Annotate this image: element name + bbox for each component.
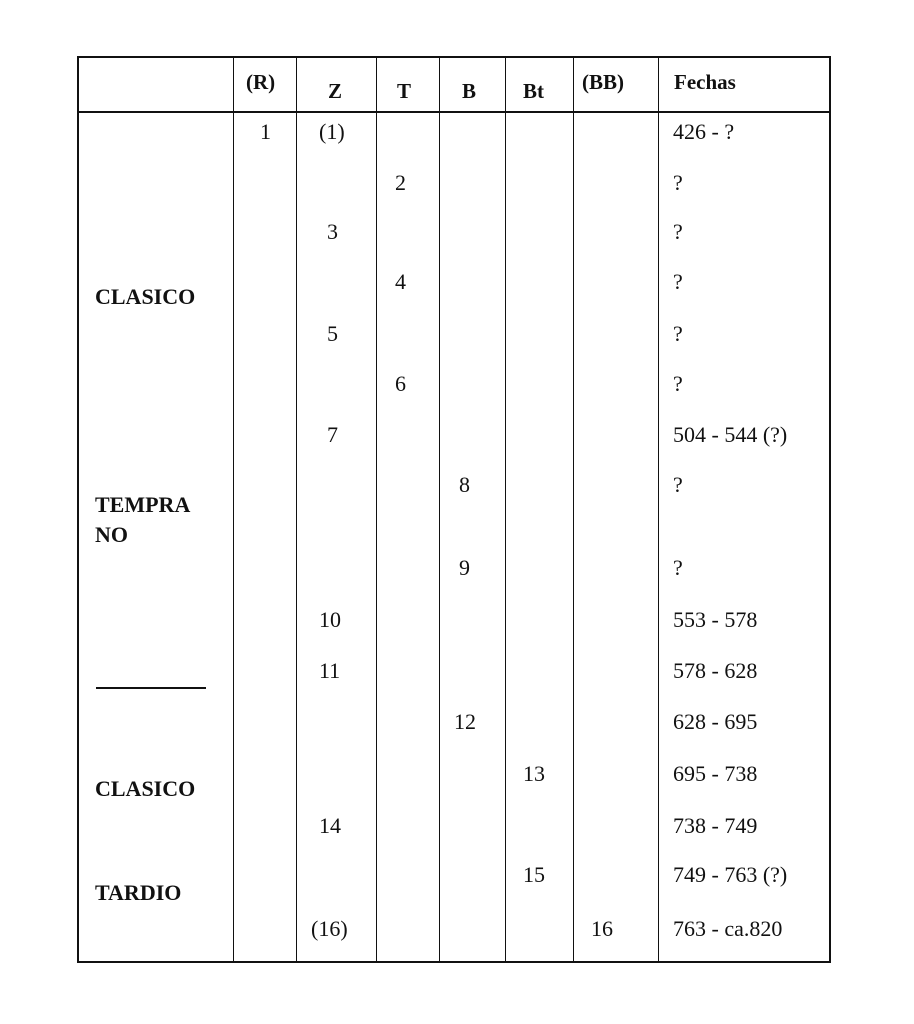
cell-fecha: 578 - 628: [673, 658, 758, 683]
cell-fecha: ?: [673, 219, 683, 244]
header-bt: Bt: [523, 79, 544, 103]
header-separator: [79, 111, 829, 113]
cell-fecha: ?: [673, 472, 683, 497]
column-divider: [296, 58, 297, 961]
cell-fecha: ?: [673, 321, 683, 346]
column-divider: [233, 58, 234, 961]
header-t: T: [397, 79, 412, 103]
header-fechas: Fechas: [674, 70, 736, 94]
era-label: TARDIO: [95, 880, 182, 905]
cell-z: (16): [311, 916, 348, 941]
column-divider: [505, 58, 506, 961]
column-divider: [658, 58, 659, 961]
column-divider: [573, 58, 574, 961]
cell-b: 9: [459, 555, 470, 580]
cell-z: 14: [319, 813, 341, 838]
cell-fecha: 749 - 763 (?): [673, 862, 788, 887]
cell-t: 6: [395, 371, 406, 396]
cell-z: (1): [319, 119, 345, 144]
column-divider: [376, 58, 377, 961]
column-divider: [439, 58, 440, 961]
header-b: B: [462, 79, 477, 103]
era-label: TEMPRA: [95, 492, 191, 517]
era-label: CLASICO: [95, 776, 196, 801]
cell-bt: 13: [523, 761, 545, 786]
cell-fecha: 628 - 695: [673, 709, 758, 734]
header-r: (R): [246, 70, 276, 94]
cell-fecha: ?: [673, 371, 683, 396]
cell-z: 10: [319, 607, 341, 632]
cell-fecha: 738 - 749: [673, 813, 758, 838]
cell-t: 4: [395, 269, 406, 294]
cell-fecha: ?: [673, 269, 683, 294]
cell-bt: 15: [523, 862, 545, 887]
cell-fecha: 504 - 544 (?): [673, 422, 788, 447]
cell-z: 3: [327, 219, 338, 244]
cell-t: 2: [395, 170, 406, 195]
cell-fecha: 763 - ca.820: [673, 916, 783, 941]
cell-fecha: 553 - 578: [673, 607, 758, 632]
cell-bb: 16: [591, 916, 613, 941]
era-label: CLASICO: [95, 284, 196, 309]
cell-fecha: ?: [673, 555, 683, 580]
cell-fecha: 426 - ?: [673, 119, 735, 144]
cell-z: 7: [327, 422, 338, 447]
cell-fecha: ?: [673, 170, 683, 195]
header-bb: (BB): [582, 70, 624, 94]
cell-b: 8: [459, 472, 470, 497]
cell-fecha: 695 - 738: [673, 761, 758, 786]
cell-b: 12: [454, 709, 476, 734]
header-z: Z: [328, 79, 343, 103]
era-divider-rule: [96, 687, 206, 689]
cell-r: 1: [260, 119, 271, 144]
chronology-table: [77, 56, 831, 963]
cell-z: 5: [327, 321, 338, 346]
cell-z: 11: [319, 658, 341, 683]
era-label: NO: [95, 522, 128, 547]
